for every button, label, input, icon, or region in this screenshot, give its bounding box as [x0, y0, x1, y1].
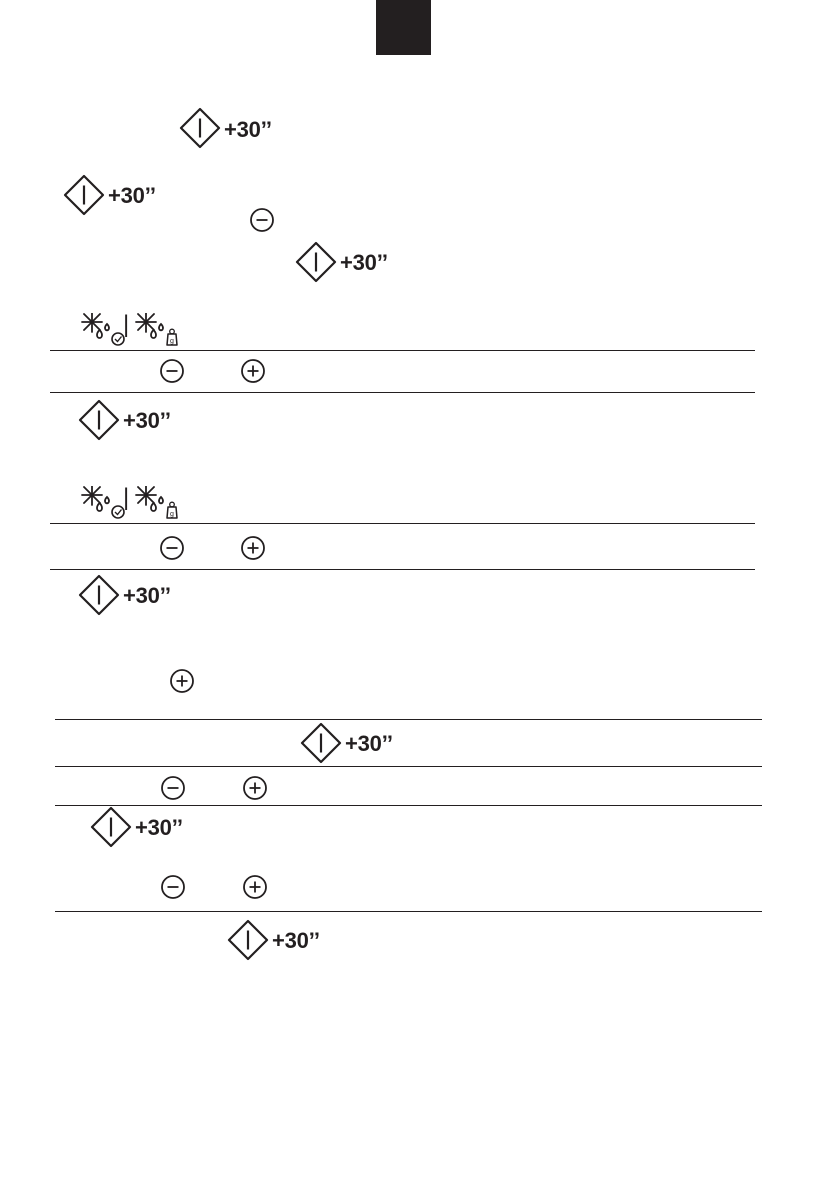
start-button-label: +30’’: [108, 183, 156, 208]
plus-button[interactable]: [242, 775, 268, 801]
minus-circle-icon: [159, 535, 185, 561]
start-button-label: +30’’: [123, 583, 171, 608]
start-button[interactable]: [299, 721, 343, 765]
start-button[interactable]: [89, 805, 133, 849]
defrost-by-time-button[interactable]: [80, 313, 126, 347]
start-button[interactable]: [178, 106, 222, 150]
start-button[interactable]: [294, 240, 338, 284]
minus-circle-icon: [160, 775, 186, 801]
start-diamond-icon: [62, 173, 106, 217]
defrost-by-weight-icon: [134, 313, 180, 347]
defrost-by-weight-icon: [134, 486, 180, 520]
defrost-separator: |: [123, 311, 130, 338]
start-diamond-icon: [226, 918, 270, 962]
defrost-by-weight-button[interactable]: [134, 313, 180, 347]
plus-circle-icon: [242, 874, 268, 900]
start-button-label: +30’’: [224, 117, 272, 142]
divider: [50, 523, 755, 524]
minus-button[interactable]: [159, 358, 185, 384]
minus-button[interactable]: [249, 207, 275, 233]
plus-button[interactable]: [240, 358, 266, 384]
plus-button[interactable]: [240, 535, 266, 561]
plus-circle-icon: [240, 358, 266, 384]
start-diamond-icon: [294, 240, 338, 284]
minus-circle-icon: [249, 207, 275, 233]
divider: [55, 719, 762, 720]
plus-circle-icon: [240, 535, 266, 561]
start-button-label: +30’’: [345, 731, 393, 756]
divider: [50, 350, 755, 351]
start-button-label: +30’’: [135, 815, 183, 840]
start-button-label: +30’’: [272, 928, 320, 953]
start-diamond-icon: [89, 805, 133, 849]
start-button[interactable]: [62, 173, 106, 217]
start-button-label: +30’’: [340, 250, 388, 275]
plus-button[interactable]: [169, 668, 195, 694]
start-button[interactable]: [77, 573, 121, 617]
start-diamond-icon: [77, 573, 121, 617]
defrost-by-time-icon: [80, 313, 126, 347]
defrost-by-weight-button[interactable]: [134, 486, 180, 520]
divider: [55, 766, 762, 767]
defrost-by-time-button[interactable]: [80, 486, 126, 520]
minus-button[interactable]: [159, 535, 185, 561]
start-diamond-icon: [299, 721, 343, 765]
plus-circle-icon: [242, 775, 268, 801]
divider: [50, 569, 755, 570]
divider: [55, 805, 762, 806]
start-diamond-icon: [178, 106, 222, 150]
plus-circle-icon: [169, 668, 195, 694]
defrost-separator: |: [123, 484, 130, 511]
minus-button[interactable]: [160, 874, 186, 900]
start-button[interactable]: [77, 398, 121, 442]
start-button[interactable]: [226, 918, 270, 962]
minus-button[interactable]: [160, 775, 186, 801]
defrost-by-time-icon: [80, 486, 126, 520]
plus-button[interactable]: [242, 874, 268, 900]
section-tab-marker: [376, 0, 431, 55]
divider: [55, 911, 762, 912]
minus-circle-icon: [160, 874, 186, 900]
minus-circle-icon: [159, 358, 185, 384]
start-diamond-icon: [77, 398, 121, 442]
start-button-label: +30’’: [123, 408, 171, 433]
divider: [50, 392, 755, 393]
